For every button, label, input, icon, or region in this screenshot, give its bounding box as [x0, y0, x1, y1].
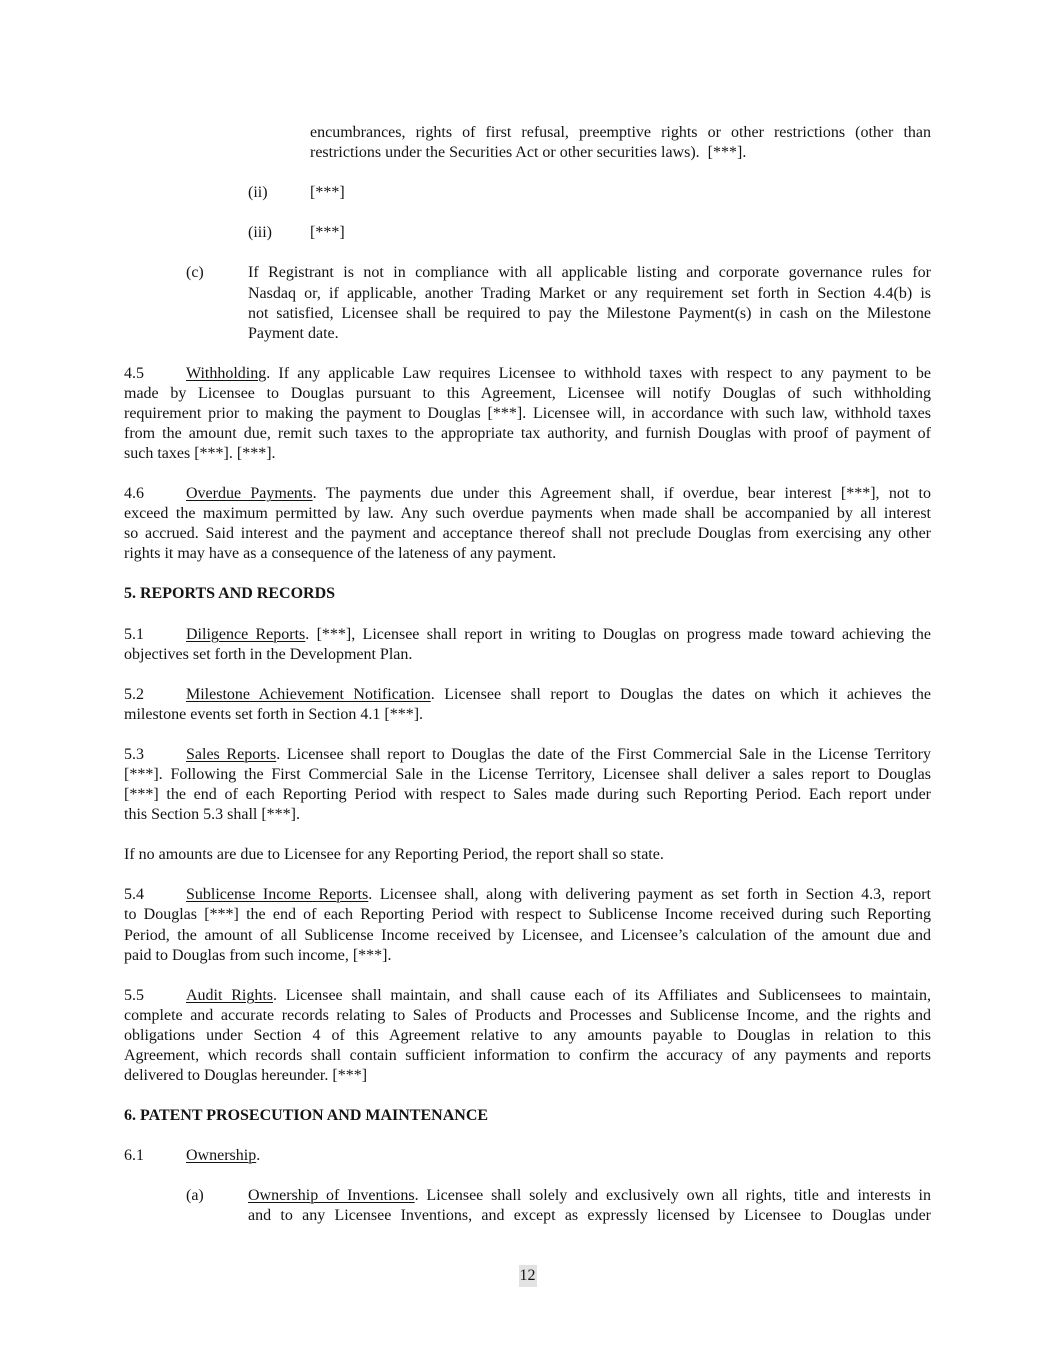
text-line: so accrued. Said interest and the payment and acceptance thereof shall not preclude Douglas from exercising any other: [124, 525, 931, 543]
clause-label: (ii): [248, 184, 268, 202]
text-line: If no amounts are due to Licensee for any Reporting Period, the report shall so state.: [124, 846, 664, 864]
section-4-5: [124, 364, 931, 464]
text-line: encumbrances, rights of first refusal, preemptive rights or other restrictions (other than: [310, 124, 931, 141]
text-line: Nasdaq or, if applicable, another Trading Market or any requirement set forth in Section 4.4(b) is: [248, 284, 931, 302]
section-heading: Audit Rights: [186, 986, 274, 1004]
section-heading: Withholding: [186, 364, 267, 382]
text-line: [***]. Following the First Commercial Sale in the License Territory, Licensee shall deliver a sales report to Douglas: [124, 766, 931, 783]
text-line: rights it may have as a consequence of the lateness of any payment.: [124, 545, 557, 563]
text-line: Payment date.: [248, 324, 339, 342]
section-heading: Milestone Achievement Notification: [186, 685, 431, 703]
article-heading: 5. REPORTS AND RECORDS: [124, 585, 336, 603]
text-line-rest: . If any applicable Law requires Licensee to withhold taxes with respect to any payment to be: [266, 364, 931, 382]
text-line-rest: . [***], Licensee shall report in writing to Douglas on progress made toward achieving the: [305, 625, 931, 643]
clause-ii: [124, 183, 931, 203]
text-line: made by Licensee to Douglas pursuant to this Agreement, Licensee will notify Douglas of such withholding: [124, 384, 931, 402]
section-heading: Sales Reports: [186, 745, 277, 763]
text-line-rest: . Licensee shall maintain, and shall cause each of its Affiliates and Sublicensees to maintain,: [273, 986, 931, 1004]
text-line: obligations under Section 4 of this Agreement relative to any amounts payable to Douglas in relation to this: [124, 1026, 931, 1044]
section-heading: Diligence Reports: [186, 625, 306, 643]
section-5-1: [124, 625, 931, 665]
text-line: milestone events set forth in Section 4.1 [***].: [124, 705, 424, 723]
text-line: [124, 484, 931, 504]
section-heading: Sublicense Income Reports: [186, 886, 369, 904]
text-line: to Douglas [***] the end of each Reporting Period with respect to Sublicense Income received during such Reporting: [124, 906, 931, 924]
section-number: 5.5: [124, 986, 144, 1004]
text-line: [***]: [310, 224, 345, 242]
text-line: paid to Douglas from such income, [***].: [124, 946, 392, 964]
section-5-5: [124, 986, 931, 1086]
document-body: [124, 123, 931, 1247]
article-6-heading: [124, 1106, 931, 1126]
clause-text: [310, 183, 931, 203]
section-number: 5.1: [124, 625, 144, 643]
clause-iii: [124, 223, 931, 243]
text-line-rest: . Licensee shall report to Douglas the date of the First Commercial Sale in the License Territory: [276, 745, 932, 763]
text-line-rest: . Licensee shall, along with delivering payment as set forth in Section 4.3, report: [368, 886, 931, 904]
text-line: objectives set forth in the Development Plan.: [124, 645, 413, 663]
text-line-rest: . The payments due under this Agreement shall, if overdue, bear interest [***], not to: [312, 485, 931, 503]
clause-label: (c): [186, 264, 204, 282]
section-heading: Overdue Payments: [186, 485, 313, 503]
text-line: Period, the amount of all Sublicense Income received by Licensee, and Licensee’s calculation of the amount due and: [124, 926, 931, 944]
text-line: from the amount due, remit such taxes to the appropriate tax authority, and furnish Douglas with proof of payment of: [124, 424, 931, 442]
text-line: Agreement, which records shall contain sufficient information to confirm the accuracy of any payments and reports: [124, 1046, 931, 1064]
text-line: [124, 1146, 931, 1166]
text-line: [***]: [310, 184, 345, 202]
section-number: 5.2: [124, 685, 144, 703]
text-line: If Registrant is not in compliance with all applicable listing and corporate governance rules for: [248, 264, 931, 282]
section-5-3-note: [124, 845, 931, 865]
text-line: complete and accurate records relating to Sales of Products and Processes and Sublicense Income, and the rights and: [124, 1006, 931, 1024]
clause-a: [124, 1186, 931, 1226]
text-line-rest: .: [256, 1147, 261, 1165]
page-number: [0, 1265, 1055, 1287]
section-number: 6.1: [124, 1147, 144, 1165]
clause-text: [248, 263, 931, 343]
continuation-paragraph: [124, 123, 931, 163]
text-line: [124, 745, 931, 765]
text-line: [124, 364, 931, 384]
text-line-rest: . Licensee shall solely and exclusively own all rights, title and interests in: [414, 1187, 932, 1205]
section-6-1: [124, 1146, 931, 1166]
text-line: requirement prior to making the payment to Douglas [***]. Licensee will, in accordance with such law, withhold taxes: [124, 404, 931, 422]
text-line: this Section 5.3 shall [***].: [124, 806, 300, 824]
text-line: [248, 1186, 931, 1206]
section-4-6: [124, 484, 931, 564]
clause-label: (iii): [248, 224, 272, 242]
section-number: 4.6: [124, 485, 144, 503]
text-line: and to any Licensee Inventions, and except as expressly licensed by Licensee to Douglas under: [248, 1207, 931, 1225]
text-line: delivered to Douglas hereunder. [***]: [124, 1066, 368, 1084]
section-number: 4.5: [124, 364, 144, 382]
text-line: exceed the maximum permitted by law. Any such overdue payments when made shall be accompanied by all interest: [124, 505, 931, 523]
text-line: [124, 685, 931, 705]
section-number: 5.4: [124, 886, 144, 904]
text-line: [124, 986, 931, 1006]
text-line: [124, 625, 931, 645]
clause-text: [310, 223, 931, 243]
section-5-4: [124, 885, 931, 965]
text-line: not satisfied, Licensee shall be required to pay the Milestone Payment(s) in cash on the Milestone: [248, 304, 931, 322]
clause-label: (a): [186, 1187, 204, 1205]
section-heading: Ownership: [186, 1147, 257, 1165]
text-line: restrictions under the Securities Act or other securities laws). [***].: [310, 144, 747, 162]
section-5-3: [124, 745, 931, 825]
article-5-heading: [124, 584, 931, 604]
clause-text: [248, 1186, 931, 1226]
continuation-text: [310, 123, 931, 163]
section-5-2: [124, 685, 931, 725]
text-line-rest: . Licensee shall report to Douglas the dates on which it achieves the: [430, 685, 931, 703]
text-line: [124, 885, 931, 905]
article-heading: 6. PATENT PROSECUTION AND MAINTENANCE: [124, 1107, 489, 1125]
clause-heading: Ownership of Inventions: [248, 1187, 415, 1205]
text-line: such taxes [***]. [***].: [124, 445, 276, 462]
section-number: 5.3: [124, 745, 144, 763]
page-number-label: 12: [519, 1265, 537, 1287]
clause-c: [124, 263, 931, 343]
text-line: [***] the end of each Reporting Period with respect to Sales made during such Reporting Period. Each report under: [124, 786, 931, 804]
